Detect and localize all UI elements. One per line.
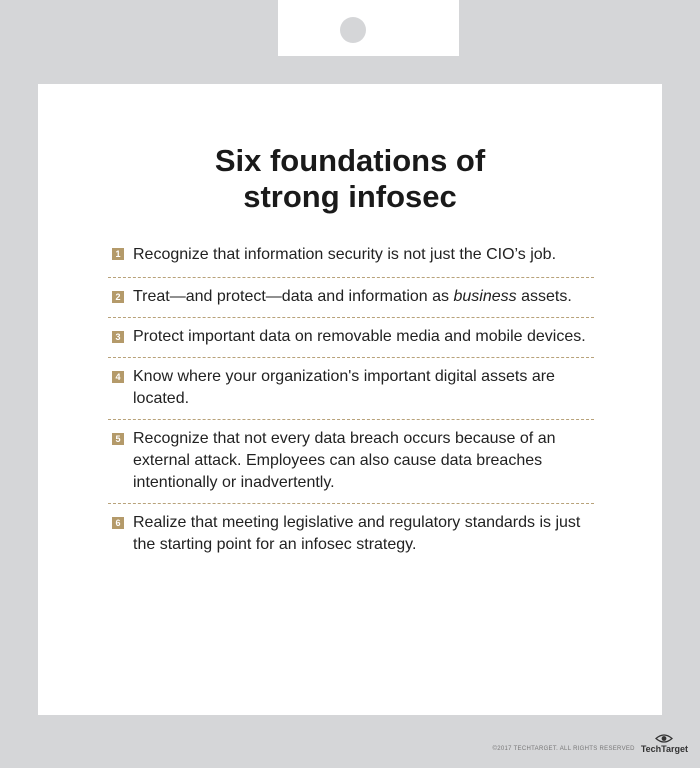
number-badge-1: 1 [112, 248, 124, 260]
item-text-1: Recognize that information security is not just the CIO’s job. [133, 246, 557, 263]
copyright-text: ©2017 TECHTARGET. ALL RIGHTS RESERVED [492, 746, 635, 752]
item-text-4: Know where your organization's important digital assets are located. [133, 368, 555, 407]
list-item-6 [108, 512, 594, 565]
title-line-2: strong infosec [243, 179, 457, 214]
footer [492, 733, 688, 754]
page-title [38, 143, 662, 215]
item-text-5: Recognize that not every data breach occurs because of an external attack. Employees can also cause data breaches intentionally or inadvertently. [133, 430, 556, 491]
infographic-card [38, 84, 662, 715]
list-item-4 [108, 366, 594, 420]
item-text-3: Protect important data on removable media and mobile devices. [133, 328, 586, 345]
brand-name: TechTarget [640, 744, 688, 754]
list-item-3 [108, 326, 594, 358]
item-text-2-emphasis: business [453, 288, 517, 305]
foundations-list [108, 241, 594, 573]
item-text-2-after: assets. [516, 288, 572, 305]
item-text-6: Realize that meeting legislative and regulatory standards is just the starting point for an infosec strategy. [133, 514, 581, 553]
eye-icon [655, 733, 673, 744]
list-item-1 [108, 241, 594, 278]
number-badge-6: 6 [112, 517, 124, 529]
item-text-2-before: Treat—and protect—data and information as [133, 288, 454, 305]
list-item-5 [108, 428, 594, 504]
clipboard-tab [278, 0, 459, 56]
list-item-2 [108, 286, 594, 318]
clipboard-hole [340, 17, 366, 43]
brand-logo [641, 733, 688, 754]
title-line-1: Six foundations of [214, 143, 486, 178]
number-badge-4: 4 [112, 371, 124, 383]
number-badge-2: 2 [112, 291, 124, 303]
number-badge-5: 5 [112, 433, 124, 445]
number-badge-3: 3 [112, 331, 124, 343]
